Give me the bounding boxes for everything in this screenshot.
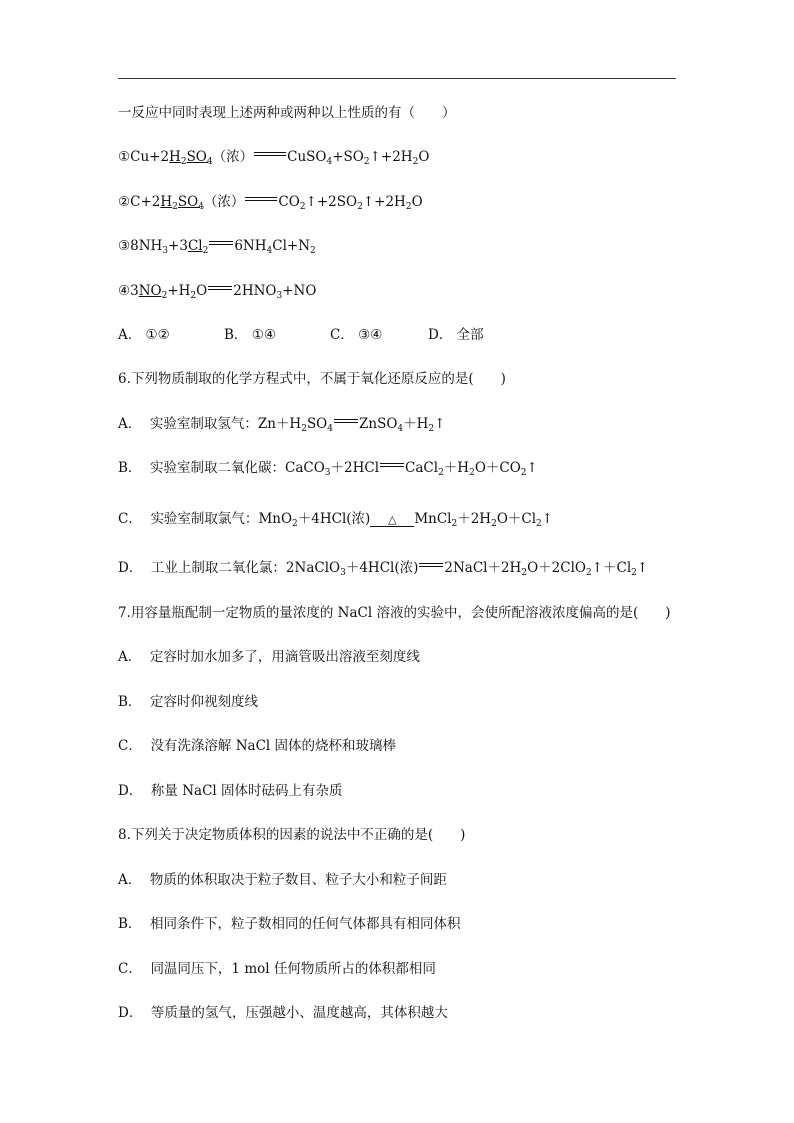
q6-option-d[interactable]: D． 工业上制取二氧化氯：2NaClO$_3$＋4HCl(浓) $2NaCl+2H_2O+2ClO_2↑+Cl_2↑$	[118, 560, 649, 578]
q6-option-b[interactable]: B． 实验室制取二氧化碳：CaCO$_3$＋2HCl $CaCl_2+H_2O+CO_2↑$	[118, 460, 538, 478]
reaction-number: ②	[118, 194, 131, 210]
q7-option-c[interactable]: C． 没有洗涤溶解 NaCl 固体的烧杯和玻璃棒	[118, 738, 397, 754]
q5-option-d[interactable]: D． 全部	[428, 327, 484, 343]
q6-option-a[interactable]: A． 实验室制取氢气：$Zn+H_2SO_4$ $ZnSO_4+H_2↑$	[118, 416, 446, 434]
question-intro: 一反应中同时表现上述两种或两种以上性质的有（ ）	[118, 105, 456, 121]
reaction-number: ①	[118, 149, 131, 165]
reaction-number: ④	[118, 283, 131, 299]
q5-option-a[interactable]: A． ①②	[118, 327, 170, 343]
q7-stem: 7.用容量瓶配制一定物质的量浓度的 NaCl 溶液的实验中，会使所配溶液浓度偏高的是( )	[118, 605, 671, 621]
q8-option-c[interactable]: C． 同温同压下，1 mol 任何物质所占的体积都相同	[118, 961, 436, 977]
q7-option-b[interactable]: B． 定容时仰视刻度线	[118, 694, 259, 710]
q5-option-b[interactable]: B． ①④	[224, 327, 276, 343]
q8-option-a[interactable]: A． 物质的体积取决于粒子数目、粒子大小和粒子间距	[118, 872, 447, 888]
reaction-2: $②C+2H_2SO_4$（浓） $CO_2↑+2SO_2↑+2H_2O$	[118, 194, 423, 212]
reaction-3: $③8NH_3+3Cl_2$ $6NH_4Cl+N_2$	[118, 238, 316, 256]
q7-option-a[interactable]: A． 定容时加水加多了，用滴管吸出溶液至刻度线	[118, 649, 420, 665]
q8-stem: 8.下列关于决定物质体积的因素的说法中不正确的是( )	[118, 827, 466, 843]
q8-option-d[interactable]: D． 等质量的氢气，压强越小、温度越高，其体积越大	[118, 1005, 448, 1021]
heat-condition: △	[370, 514, 414, 527]
header-rule	[118, 78, 676, 79]
q5-options	[118, 326, 484, 344]
q6-option-c[interactable]: C． 实验室制取氯气：MnO$_2$＋4HCl(浓) △ $MnCl_2+2H_2O+Cl_2↑$	[118, 511, 554, 529]
q6-stem: 6.下列物质制取的化学方程式中，不属于氧化还原反应的是( )	[118, 371, 506, 387]
reaction-4: $④3NO_2+H_2O$ $2HNO_3+NO$	[118, 283, 317, 301]
q8-option-b[interactable]: B． 相同条件下，粒子数相同的任何气体都具有相同体积	[118, 916, 461, 932]
q5-option-c[interactable]: C． ③④	[330, 327, 383, 343]
reaction-number: ③	[118, 238, 131, 254]
reaction-1: $①Cu+2H_2SO_4$（浓） $CuSO_4+SO_2↑+2H_2O$	[118, 149, 430, 167]
q7-option-d[interactable]: D． 称量 NaCl 固体时砝码上有杂质	[118, 783, 343, 799]
